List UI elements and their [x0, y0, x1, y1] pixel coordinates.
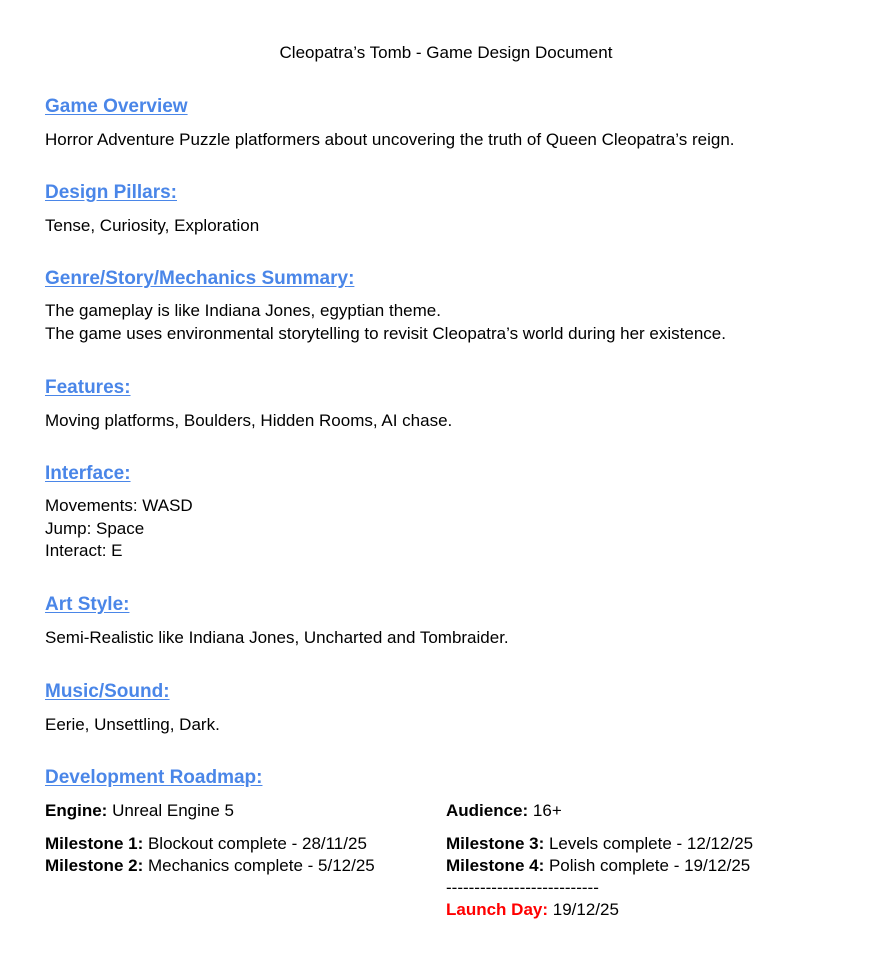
engine-label: Engine: — [45, 801, 108, 820]
roadmap-divider: --------------------------- — [446, 878, 599, 897]
milestone-3 — [446, 833, 753, 855]
audience-label: Audience: — [446, 801, 529, 820]
launch-day-value: 19/12/25 — [548, 900, 619, 919]
overview-text: Horror Adventure Puzzle platformers about uncovering the truth of Queen Cleopatra’s reign. — [45, 130, 735, 149]
milestone-4-value: Polish complete - 19/12/25 — [544, 856, 751, 875]
document-title: Cleopatra’s Tomb - Game Design Document — [279, 43, 613, 62]
audience-value: 16+ — [528, 801, 562, 820]
heading-development-roadmap: Development Roadmap: — [45, 767, 263, 788]
features-text: Moving platforms, Boulders, Hidden Rooms, AI chase. — [45, 411, 453, 430]
pillars-text: Tense, Curiosity, Exploration — [45, 216, 260, 235]
art-style-text: Semi-Realistic like Indiana Jones, Uncharted and Tombraider. — [45, 628, 509, 647]
summary-line: The game uses environmental storytelling to revisit Cleopatra’s world during her existence. — [45, 323, 726, 343]
engine-value: Unreal Engine 5 — [107, 801, 234, 820]
heading-game-overview: Game Overview — [45, 96, 188, 117]
milestone-3-label: Milestone 3: — [446, 834, 545, 853]
heading-summary: Genre/Story/Mechanics Summary: — [45, 268, 355, 289]
milestone-3-value: Levels complete - 12/12/25 — [544, 834, 754, 853]
milestone-2-value: Mechanics complete - 5/12/25 — [143, 856, 375, 875]
engine-line — [45, 800, 234, 822]
heading-music-sound: Music/Sound: — [45, 681, 170, 702]
milestones-right — [446, 833, 753, 921]
control-movements: Movements: WASD — [45, 496, 193, 515]
heading-features: Features: — [45, 377, 131, 398]
heading-art-style: Art Style: — [45, 594, 130, 615]
control-interact: Interact: E — [45, 541, 123, 560]
interface-text — [45, 495, 193, 563]
control-jump: Jump: Space — [45, 518, 145, 538]
milestone-4 — [446, 855, 753, 877]
milestone-1-value: Blockout complete - 28/11/25 — [143, 834, 367, 853]
summary-line: The gameplay is like Indiana Jones, egyptian theme. — [45, 301, 441, 320]
milestone-1 — [45, 833, 375, 855]
audience-line — [446, 800, 562, 822]
milestone-2 — [45, 855, 375, 877]
milestone-4-label: Milestone 4: — [446, 856, 545, 875]
launch-day — [446, 899, 753, 921]
heading-design-pillars: Design Pillars: — [45, 182, 177, 203]
summary-text — [45, 300, 726, 345]
milestone-2-label: Milestone 2: — [45, 856, 144, 875]
milestones-left — [45, 833, 375, 877]
milestone-1-label: Milestone 1: — [45, 834, 144, 853]
launch-day-label: Launch Day: — [446, 900, 549, 919]
music-text: Eerie, Unsettling, Dark. — [45, 715, 220, 734]
heading-interface: Interface: — [45, 463, 131, 484]
